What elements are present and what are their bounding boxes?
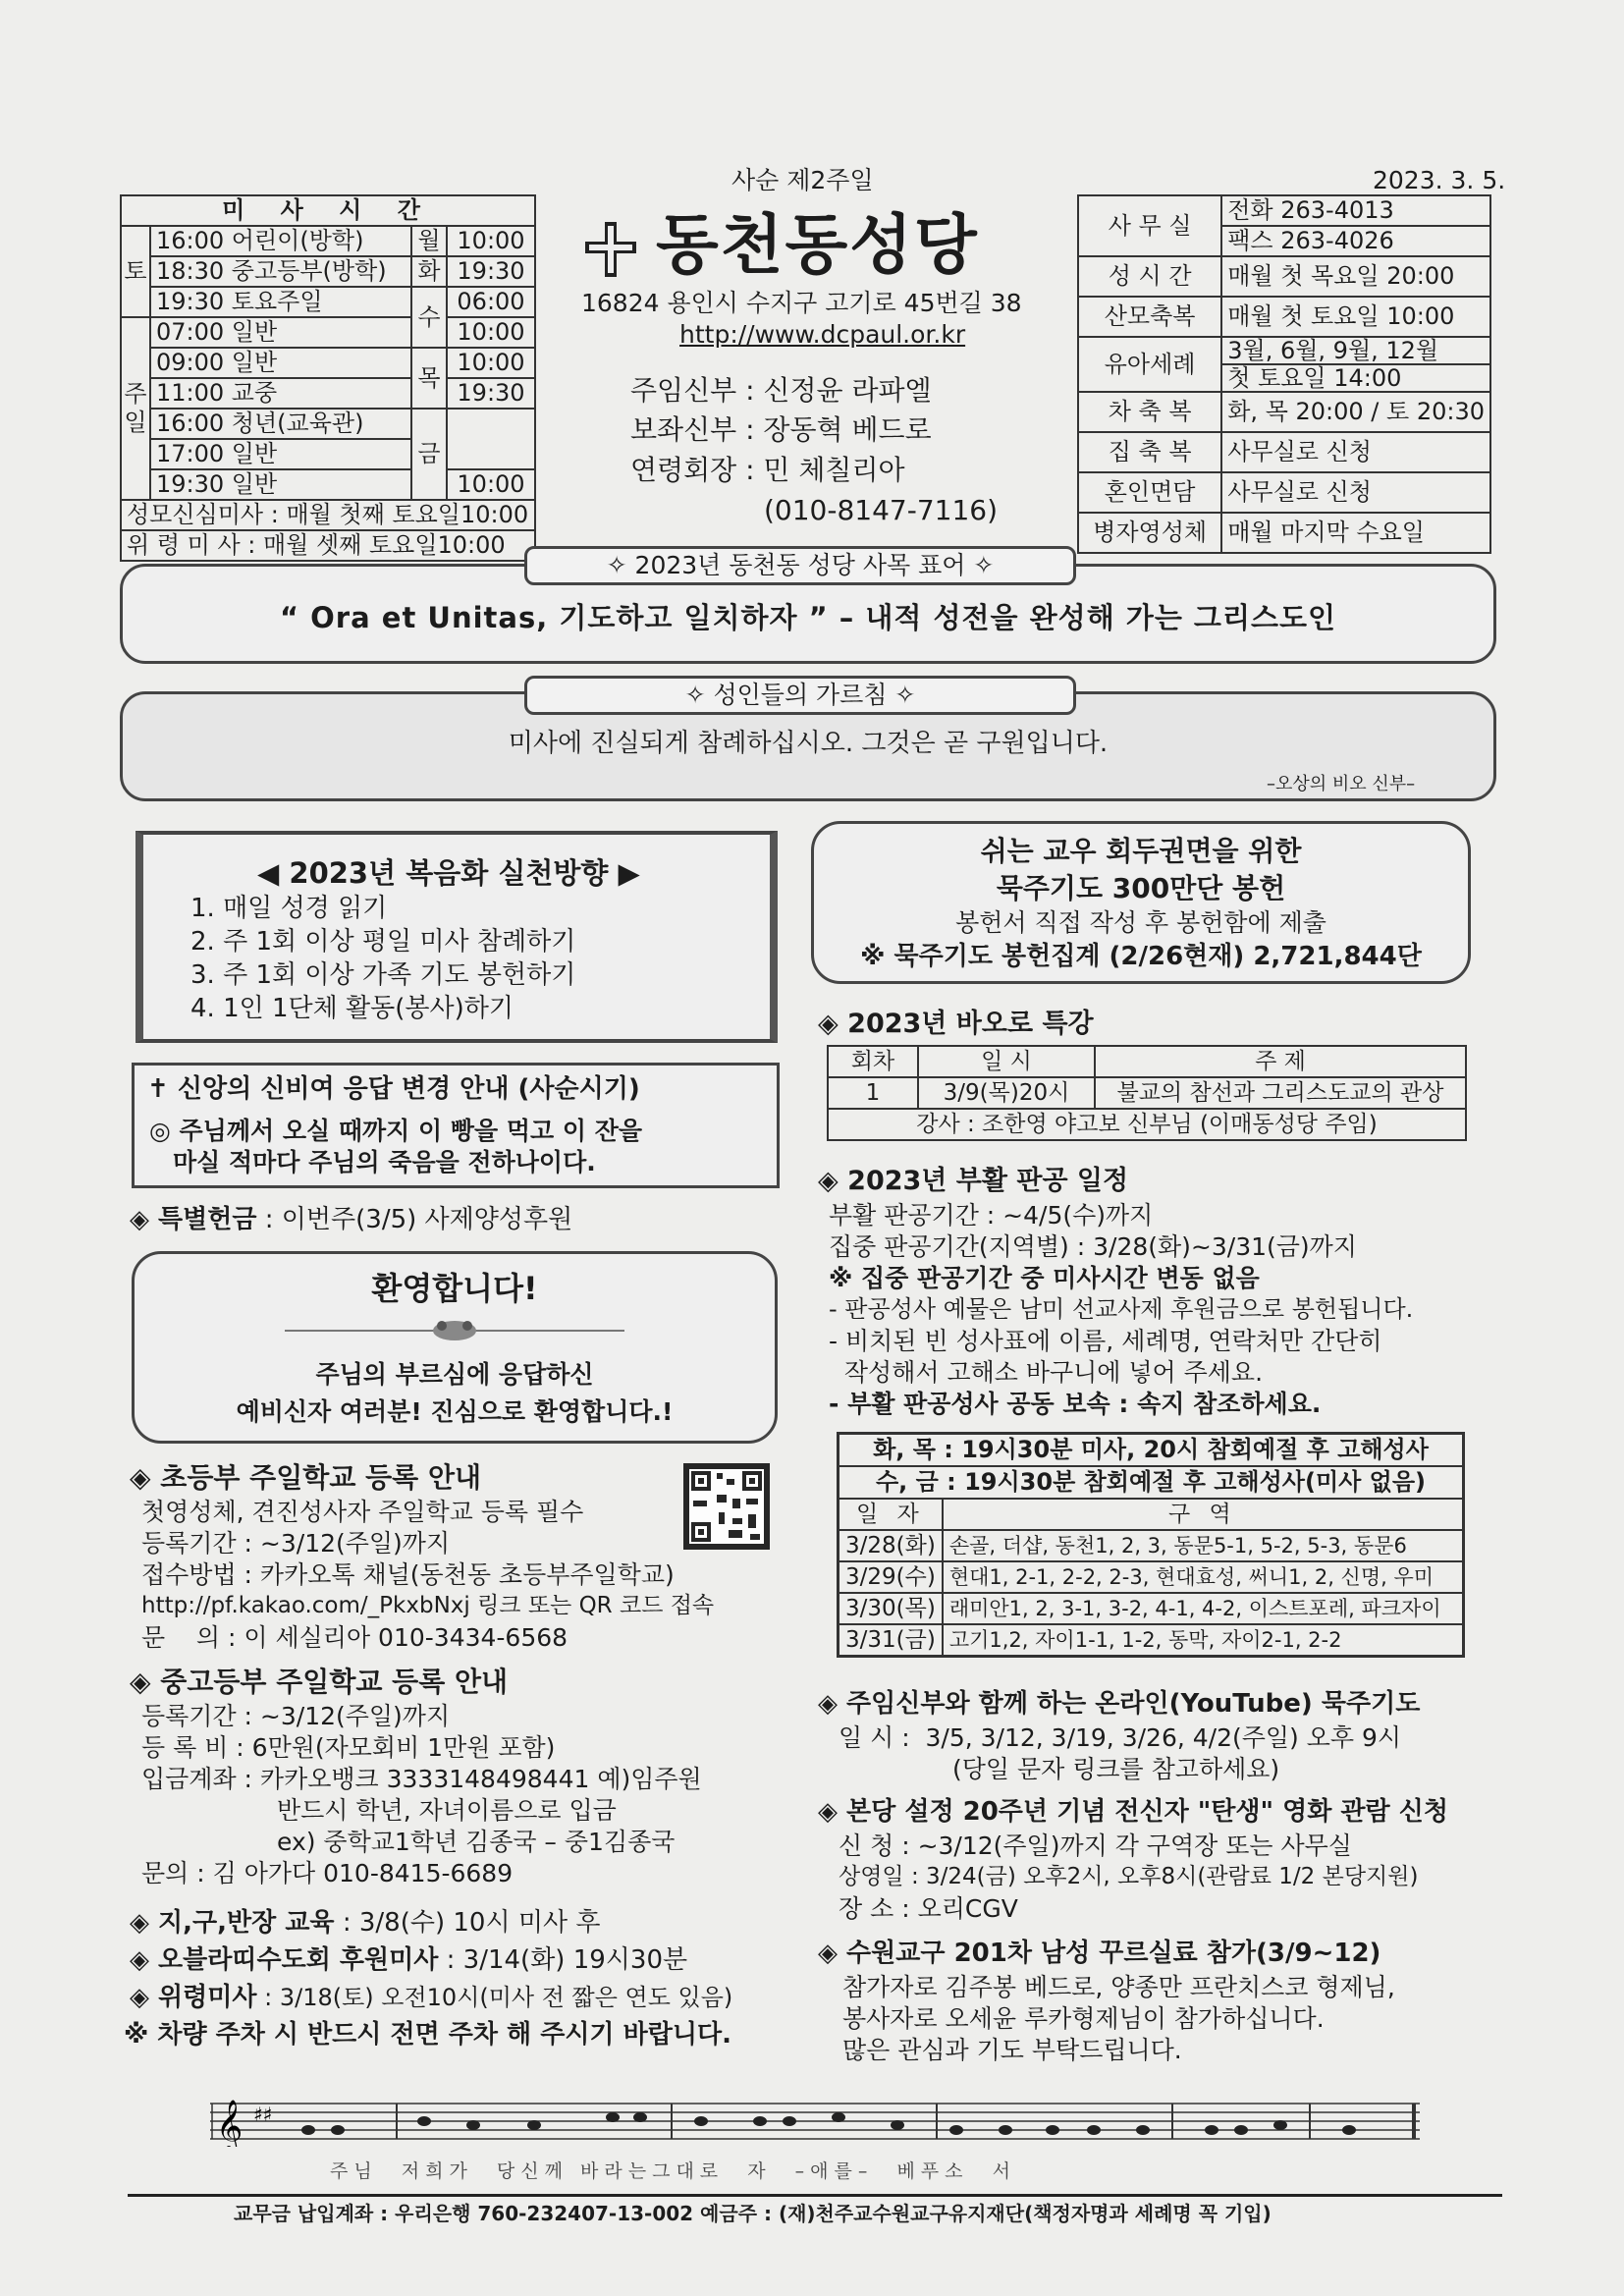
paul-lecture-table bbox=[827, 1045, 1467, 1141]
office-key: 집 축 복 bbox=[1078, 432, 1221, 472]
elementary-title: ◈ 초등부 주일학교 등록 안내 bbox=[130, 1461, 482, 1494]
welcome-line2: 예비신자 여러분! 진심으로 환영합니다.! bbox=[236, 1397, 674, 1426]
mass-schedule-title: 미 사 시 간 bbox=[121, 195, 535, 226]
col-header: 일 시 bbox=[918, 1046, 1095, 1077]
offering-text: : 이번주(3/5) 사제양성후원 bbox=[256, 1205, 573, 1234]
office-value: 화, 목 20:00 / 토 20:30 bbox=[1221, 392, 1490, 432]
weekday-time: 10:00 bbox=[447, 317, 535, 348]
sun-mass: 16:00 청년(교육관) bbox=[150, 409, 411, 439]
weekday-time: 19:30 bbox=[447, 256, 535, 287]
saints-author: –오상의 비오 신부– bbox=[1267, 774, 1416, 794]
welcome-title: 환영합니다! bbox=[371, 1270, 538, 1307]
gospel-item: 4. 1인 1단체 활동(봉사)하기 bbox=[190, 994, 514, 1023]
office-value: 3월, 6월, 9월, 12월 bbox=[1221, 337, 1490, 364]
online-rosary-title: ◈ 주임신부와 함께 하는 온라인(YouTube) 묵주기도 bbox=[818, 1689, 1421, 1719]
confession-date: 3/29(수) bbox=[839, 1561, 943, 1593]
confession-note: 화, 목 : 19시30분 미사, 20시 참회예절 후 고해성사 bbox=[839, 1434, 1464, 1467]
cursillo-title: ◈ 수원교구 201차 남성 꾸르실료 참가(3/9~12) bbox=[818, 1939, 1381, 1968]
cursillo-line: 참가자로 김주봉 베드로, 양종만 프란치스코 형제님, bbox=[842, 1973, 1395, 2001]
sat-mass: 16:00 어린이(방학) bbox=[150, 226, 411, 256]
office-key: 사 무 실 bbox=[1078, 195, 1221, 256]
movie-line: 장 소 : 오리CGV bbox=[839, 1894, 1018, 1923]
movie-title: ◈ 본당 설정 20주년 기념 전신자 "탄생" 영화 관람 신청 bbox=[818, 1797, 1448, 1827]
parking-notice: ※ 차량 주차 시 반드시 전면 주차 해 주시기 바랍니다. bbox=[124, 2020, 731, 2050]
special-offering bbox=[130, 1204, 572, 1235]
movie-line: 상영일 : 3/24(금) 오후2시, 오후8시(관람료 1/2 본당지원) bbox=[839, 1864, 1419, 1889]
office-key: 성 시 간 bbox=[1078, 256, 1221, 297]
saints-quote: 미사에 진실되게 참례하십시오. 그것은 곧 구원입니다. bbox=[508, 729, 1109, 758]
requiem-mass: 위 령 미 사 : 매월 셋째 토요일10:00 bbox=[121, 530, 535, 561]
col-header: 주 제 bbox=[1095, 1046, 1466, 1077]
motto-tab: ✧ 2023년 동천동 성당 사목 표어 ✧ bbox=[524, 546, 1076, 585]
confession-table bbox=[837, 1432, 1465, 1658]
notice-text: : 3/8(수) 10시 미사 후 bbox=[334, 1908, 601, 1938]
sun-mass: 19:30 일반 bbox=[150, 469, 411, 500]
weekday-label: 금 bbox=[411, 409, 447, 500]
office-value: 사무실로 신청 bbox=[1221, 432, 1490, 472]
col-header: 일 자 bbox=[839, 1499, 943, 1530]
paul-lecture-title: ◈ 2023년 바오로 특강 bbox=[818, 1009, 1094, 1039]
col-header: 구 역 bbox=[943, 1499, 1464, 1530]
sat-mass: 19:30 토요주일 bbox=[150, 287, 411, 317]
sat-mass: 18:30 중고등부(방학) bbox=[150, 256, 411, 287]
weekday-label: 수 bbox=[411, 287, 447, 348]
music-staff-icon bbox=[210, 2098, 1420, 2147]
sun-mass: 07:00 일반 bbox=[150, 317, 411, 348]
saturday-label: 토 bbox=[121, 226, 150, 317]
funeral-chair: 연령회장 : 민 체칠리아 bbox=[630, 454, 905, 486]
elementary-line: 등록기간 : ~3/12(주일)까지 bbox=[141, 1529, 451, 1558]
office-value: 첫 토요일 14:00 bbox=[1221, 364, 1490, 392]
office-key: 병자영성체 bbox=[1078, 513, 1221, 553]
confession-note: 수, 금 : 19시30분 참회예절 후 고해성사(미사 없음) bbox=[839, 1466, 1464, 1499]
mass-schedule-table bbox=[120, 194, 536, 562]
parish-name: 동천동성당 bbox=[656, 207, 979, 283]
elementary-line[interactable]: http://pf.kakao.com/_PkxbNxj 링크 또는 QR 코드 접속 bbox=[141, 1593, 715, 1618]
office-value: 팩스 263-4026 bbox=[1221, 226, 1490, 256]
mystery-title: ✝ 신앙의 신비여 응답 변경 안내 (사순시기) bbox=[147, 1074, 640, 1104]
rosary-line1: 쉬는 교우 회두권면을 위한 bbox=[980, 835, 1302, 867]
elementary-line: 접수방법 : 카카오톡 채널(동천동 초등부주일학교) bbox=[141, 1560, 675, 1589]
weekday-time: 10:00 bbox=[447, 348, 535, 378]
office-value: 사무실로 신청 bbox=[1221, 472, 1490, 513]
easter-bullet: - 부활 판공성사 공동 보속 : 속지 참조하세요. bbox=[829, 1390, 1322, 1418]
cross-icon bbox=[579, 218, 642, 281]
middle-high-line: 문의 : 김 아가다 010-8415-6689 bbox=[141, 1859, 514, 1887]
weekday-label: 목 bbox=[411, 348, 447, 409]
rosary-count: ※ 묵주기도 봉헌집계 (2/26현재) 2,721,844단 bbox=[860, 942, 1422, 971]
confession-areas: 손골, 더샵, 동천1, 2, 3, 동문5-1, 5-2, 5-3, 동문6 bbox=[943, 1530, 1464, 1561]
easter-bullet: - 판공성사 예물은 남미 선교사제 후원금으로 봉헌됩니다. bbox=[829, 1295, 1414, 1323]
sun-mass: 17:00 일반 bbox=[150, 439, 411, 469]
sunday-mass-label: 주일 bbox=[121, 317, 150, 500]
lecture-date: 3/9(목)20시 bbox=[918, 1077, 1095, 1109]
notice-oblate bbox=[130, 1944, 687, 1976]
middle-high-line: 등록기간 : ~3/12(주일)까지 bbox=[141, 1702, 451, 1730]
cursillo-line: 많은 관심과 기도 부탁드립니다. bbox=[842, 2036, 1182, 2064]
rosary-line3: 봉헌서 직접 작성 후 봉헌함에 제출 bbox=[955, 908, 1326, 937]
gospel-item: 1. 매일 성경 읽기 bbox=[190, 894, 388, 923]
notice-requiem bbox=[130, 1982, 732, 2013]
mystery-text2: 마실 적마다 주님의 죽음을 전하나이다. bbox=[173, 1148, 596, 1176]
easter-title: ◈ 2023년 부활 판공 일정 bbox=[818, 1166, 1129, 1196]
confession-areas: 래미안1, 2, 3-1, 3-2, 4-1, 4-2, 이스트포레, 파크자이 bbox=[943, 1593, 1464, 1624]
easter-line: 부활 판공기간 : ~4/5(수)까지 bbox=[829, 1201, 1154, 1230]
sun-mass: 09:00 일반 bbox=[150, 348, 411, 378]
notice-text: : 3/14(화) 19시30분 bbox=[438, 1945, 688, 1975]
notice-label: ◈ 오블라띠수도회 후원미사 bbox=[130, 1945, 439, 1975]
confession-areas: 고기1,2, 자이1-1, 1-2, 동막, 자이2-1, 2-2 bbox=[943, 1624, 1464, 1657]
sun-mass: 11:00 교중 bbox=[150, 378, 411, 409]
confession-areas: 현대1, 2-1, 2-2, 2-3, 현대효성, 써니1, 2, 신명, 우미 bbox=[943, 1561, 1464, 1593]
lecture-topic: 불교의 참선과 그리스도교의 관상 bbox=[1095, 1077, 1466, 1109]
office-key: 산모축복 bbox=[1078, 297, 1221, 337]
lecture-no: 1 bbox=[828, 1077, 918, 1109]
notice-text: : 3/18(토) 오전10시(미사 전 짧은 연도 있음) bbox=[256, 1984, 733, 2011]
motto-text: “ Ora et Unitas, 기도하고 일치하자 ” – 내적 성전을 완성해 가는 그리스도인 bbox=[280, 601, 1336, 634]
office-value: 전화 263-4013 bbox=[1221, 195, 1490, 226]
svg-text:♯♯: ♯♯ bbox=[253, 2103, 273, 2126]
qr-code-icon[interactable] bbox=[683, 1463, 770, 1550]
weekday-gap bbox=[447, 409, 535, 469]
easter-bullet: - 비치된 빈 성사표에 이름, 세례명, 연락처만 간단히 bbox=[829, 1327, 1382, 1355]
easter-no-change: ※ 집중 판공기간 중 미사시간 변동 없음 bbox=[829, 1264, 1260, 1292]
sunday-label: 사순 제2주일 bbox=[731, 166, 874, 194]
weekday-time: 06:00 bbox=[447, 287, 535, 317]
weekday-time: 19:30 bbox=[447, 378, 535, 409]
elementary-line: 문 의 : 이 세실리아 010-3434-6568 bbox=[141, 1623, 568, 1652]
issue-date: 2023. 3. 5. bbox=[1373, 166, 1506, 194]
gospel-item: 2. 주 1회 이상 평일 미사 참례하기 bbox=[190, 927, 576, 957]
middle-high-title: ◈ 중고등부 주일학교 등록 안내 bbox=[130, 1666, 509, 1698]
notice-label: ◈ 위령미사 bbox=[130, 1983, 257, 2012]
movie-line: 신 청 : ~3/12(주일)까지 각 구역장 또는 사무실 bbox=[839, 1831, 1352, 1860]
notice-leaders bbox=[130, 1907, 600, 1939]
rosary-line2: 묵주기도 300만단 봉헌 bbox=[996, 872, 1286, 904]
office-table bbox=[1077, 194, 1491, 554]
lecturer: 강사 : 조한영 야고보 신부님 (이매동성당 주임) bbox=[828, 1109, 1466, 1140]
middle-high-line: 입금계좌 : 카카오뱅크 3333148498441 예)임주원 bbox=[141, 1765, 702, 1793]
office-value: 매월 첫 토요일 10:00 bbox=[1221, 297, 1490, 337]
chair-phone: (010-8147-7116) bbox=[764, 494, 999, 526]
online-rosary-note: (당일 문자 링크를 참고하세요) bbox=[952, 1755, 1280, 1783]
welcome-line1: 주님의 부르심에 응답하신 bbox=[315, 1360, 594, 1389]
easter-line: 집중 판공기간(지역별) : 3/28(화)~3/31(금)까지 bbox=[829, 1232, 1357, 1261]
parish-url[interactable]: http://www.dcpaul.or.kr bbox=[679, 320, 966, 349]
marian-mass: 성모신심미사 : 매월 첫째 토요일10:00 bbox=[121, 500, 535, 530]
gospel-title: ◀ 2023년 복음화 실천방향 ▶ bbox=[257, 856, 640, 890]
assistant-priest: 보좌신부 : 장동혁 베드로 bbox=[630, 413, 932, 446]
mystery-text1: ◎ 주님께서 오실 때까지 이 빵을 먹고 이 잔을 bbox=[149, 1117, 642, 1145]
office-value: 매월 첫 목요일 20:00 bbox=[1221, 256, 1490, 297]
office-key: 차 축 복 bbox=[1078, 392, 1221, 432]
gospel-item: 3. 주 1회 이상 가족 기도 봉헌하기 bbox=[190, 960, 576, 990]
middle-high-line: 반드시 학년, 자녀이름으로 입금 bbox=[277, 1796, 617, 1825]
weekday-time: 10:00 bbox=[447, 469, 535, 500]
office-key: 혼인면담 bbox=[1078, 472, 1221, 513]
elementary-line: 첫영성체, 견진성사자 주일학교 등록 필수 bbox=[141, 1498, 584, 1526]
confession-date: 3/28(화) bbox=[839, 1530, 943, 1561]
office-value: 매월 마지막 수요일 bbox=[1221, 513, 1490, 553]
footer-divider bbox=[128, 2194, 1502, 2197]
middle-high-line: ex) 중학교1학년 김종국 – 중1김종국 bbox=[277, 1828, 676, 1856]
footer-account: 교무금 납입계좌 : 우리은행 760-232407-13-002 예금주 : (재)천주교수원교구유지재단(책정자명과 세례명 꼭 기입) bbox=[234, 2202, 1272, 2225]
offering-label: ◈ 특별헌금 bbox=[130, 1205, 257, 1234]
flower-ornament-icon bbox=[285, 1316, 624, 1345]
saints-tab: ✧ 성인들의 가르침 ✧ bbox=[524, 676, 1076, 715]
col-header: 회차 bbox=[828, 1046, 918, 1077]
pastor: 주임신부 : 신정윤 라파엘 bbox=[630, 374, 932, 407]
parish-address: 16824 용인시 수지구 고기로 45번길 38 bbox=[581, 289, 1022, 317]
office-key: 유아세례 bbox=[1078, 337, 1221, 392]
weekday-label: 화 bbox=[411, 256, 447, 287]
hymn-lyrics: 주님 저희가 당신께 바라는그대로 자 –애를– 베푸소 서 bbox=[330, 2160, 1016, 2182]
svg-text:𝄞: 𝄞 bbox=[216, 2099, 244, 2147]
confession-date: 3/30(목) bbox=[839, 1593, 943, 1624]
weekday-label: 월 bbox=[411, 226, 447, 256]
middle-high-line: 등 록 비 : 6만원(자모회비 1만원 포함) bbox=[141, 1733, 556, 1762]
weekday-time: 10:00 bbox=[447, 226, 535, 256]
online-rosary-date: 일 시 : 3/5, 3/12, 3/19, 3/26, 4/2(주일) 오후 9시 bbox=[839, 1723, 1402, 1752]
easter-bullet: 작성해서 고해소 바구니에 넣어 주세요. bbox=[829, 1358, 1264, 1387]
cursillo-line: 봉사자로 오세윤 루카형제님이 참가하십니다. bbox=[842, 2004, 1325, 2033]
notice-label: ◈ 지,구,반장 교육 bbox=[130, 1908, 335, 1938]
confession-date: 3/31(금) bbox=[839, 1624, 943, 1657]
